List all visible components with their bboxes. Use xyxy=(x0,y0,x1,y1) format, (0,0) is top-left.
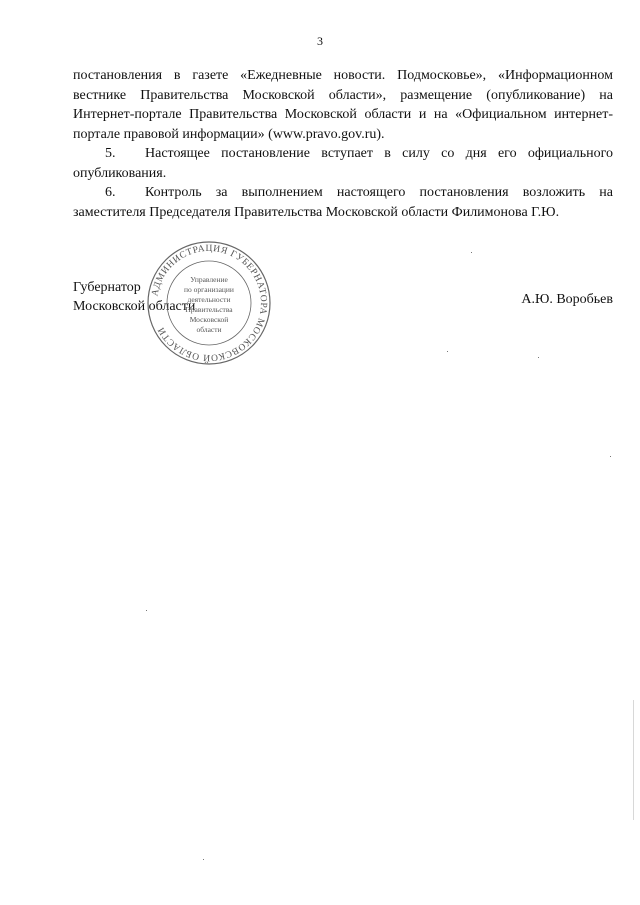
paragraph-text: Контроль за выполнением настоящего постановления возложить на заместителя Председателя Правительства Московской области Филимонова Г.Ю. xyxy=(73,185,613,220)
document-body xyxy=(73,66,613,222)
seal-inner-line: деятельности xyxy=(187,295,231,304)
paragraph-number: 5. xyxy=(105,146,116,161)
seal-inner-line: по организации xyxy=(184,285,234,294)
scan-speck xyxy=(146,610,147,611)
signer-title-line2: Московской области xyxy=(73,299,196,314)
seal-inner-line: Управление xyxy=(190,275,228,284)
scan-speck xyxy=(203,859,204,860)
paragraph-number: 6. xyxy=(105,185,116,200)
seal-graphic xyxy=(146,240,272,366)
scan-speck xyxy=(538,357,539,358)
official-seal-stamp xyxy=(146,240,272,366)
paragraph-5 xyxy=(73,144,613,183)
signer-title-line1: Губернатор xyxy=(73,280,141,295)
page-number: 3 xyxy=(317,34,323,48)
paragraph-6 xyxy=(73,183,613,222)
paragraph-text: постановления в газете «Ежедневные новости. Подмосковье», «Информационном вестнике Правительства Московской области», размещение (опубликование) на Интернет-портале Правительства Московской области и на «Официальном интернет-портале правовой информации» (www.pravo.gov.ru). xyxy=(73,68,613,142)
paragraph-continuation xyxy=(73,66,613,144)
scan-speck xyxy=(447,351,448,352)
seal-inner-line: области xyxy=(196,325,222,334)
paragraph-text: Настоящее постановление вступает в силу со дня его официального опубликования. xyxy=(73,146,613,181)
signer-name: А.Ю. Воробьев xyxy=(521,292,613,307)
scan-speck xyxy=(610,456,611,457)
scan-speck xyxy=(471,252,472,253)
scan-edge-line xyxy=(633,700,634,820)
seal-outer-text: АДМИНИСТРАЦИЯ ГУБЕРНАТОРА МОСКОВСКОЙ ОБЛАСТИ xyxy=(150,243,269,363)
seal-inner-line: Московской xyxy=(189,315,229,324)
seal-inner-line: Правительства xyxy=(185,305,233,314)
